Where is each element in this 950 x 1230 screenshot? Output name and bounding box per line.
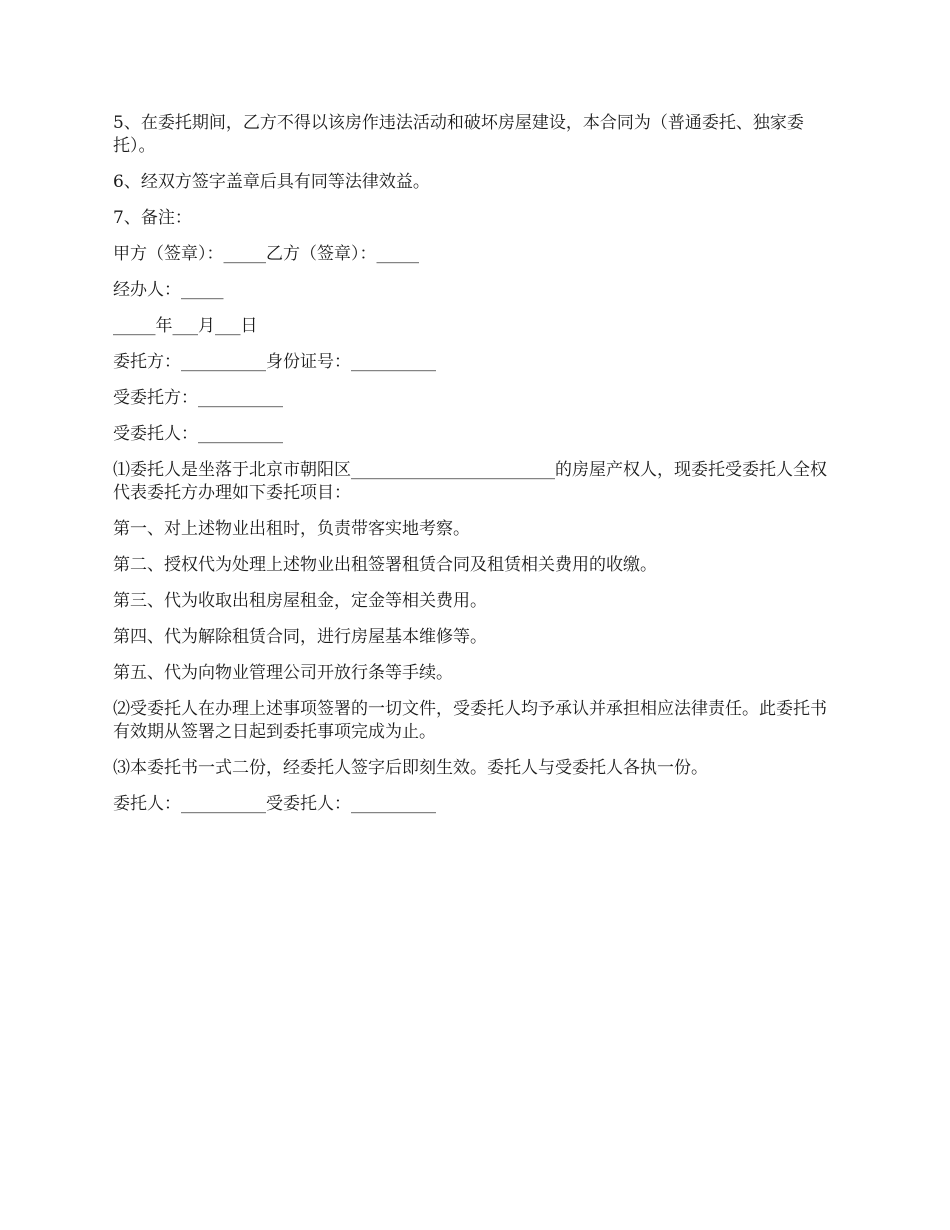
final-signature-line: 委托人：__________受委托人：__________	[113, 794, 436, 814]
delegated-task-1: 第一、对上述物业出租时，负责带客实地考察。	[113, 519, 470, 539]
delegated-task-2: 第二、授权代为处理上述物业出租签署租赁合同及租赁相关费用的收缴。	[113, 555, 657, 575]
party-signatures-line: 甲方（签章）：_____乙方（签章）：_____	[113, 244, 419, 264]
date-line: _____年___月___日	[113, 316, 258, 336]
power-of-attorney-item-1: ⑴委托人是坐落于北京市朝阳区________________________的房屋产权人，现委托受委托人全权代表委托方办理如下委托项目：	[113, 460, 827, 503]
clause-5: 5、在委托期间，乙方不得以该房作违法活动和破坏房屋建设，本合同为（普通委托、独家委托）。	[113, 113, 804, 156]
document-page	[113, 112, 833, 829]
power-of-attorney-item-3: ⑶本委托书一式二份，经委托人签字后即刻生效。委托人与受委托人各执一份。	[113, 758, 708, 778]
delegated-task-5: 第五、代为向物业管理公司开放行条等手续。	[113, 663, 453, 683]
clause-6: 6、经双方签字盖章后具有同等法律效益。	[113, 172, 430, 192]
clause-7-remarks: 7、备注：	[113, 208, 192, 228]
delegated-task-3: 第三、代为收取出租房屋租金，定金等相关费用。	[113, 591, 487, 611]
trustee-person-line: 受委托人：__________	[113, 424, 283, 444]
trustee-party-line: 受委托方：__________	[113, 388, 283, 408]
delegated-task-4: 第四、代为解除租赁合同，进行房屋基本维修等。	[113, 627, 487, 647]
agent-line: 经办人：_____	[113, 280, 224, 300]
power-of-attorney-item-2: ⑵受委托人在办理上述事项签署的一切文件，受委托人均予承认并承担相应法律责任。此委托书有效期从签署之日起到委托事项完成为止。	[113, 699, 827, 742]
principal-id-line: 委托方：__________身份证号：__________	[113, 352, 436, 372]
